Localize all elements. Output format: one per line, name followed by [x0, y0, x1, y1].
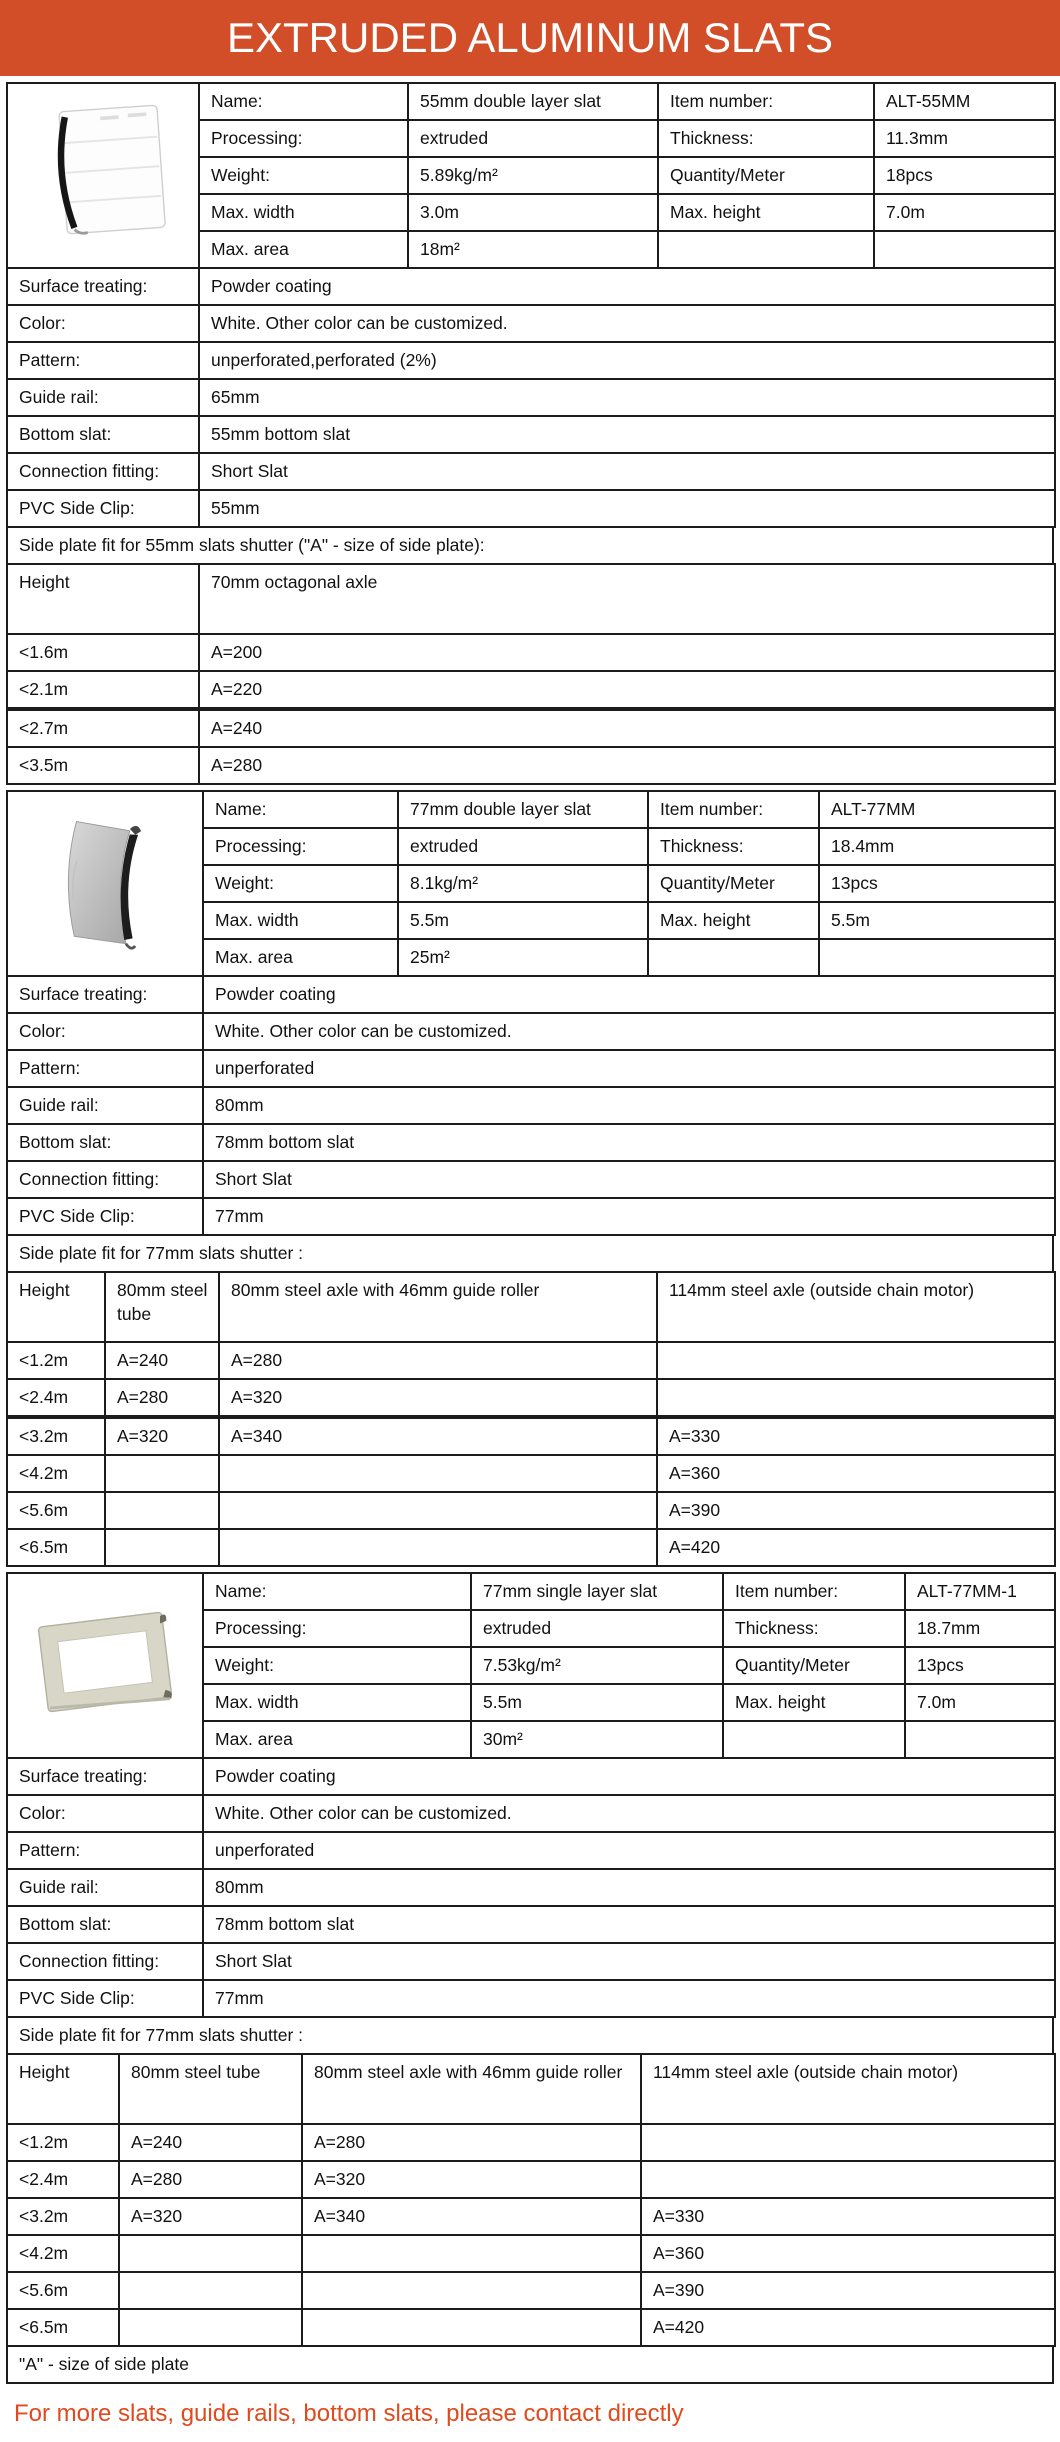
height-row [7, 1455, 1055, 1492]
height-row [7, 1379, 1055, 1417]
height-cell: A=240 [119, 2124, 302, 2161]
spec-label: Processing: [199, 120, 408, 157]
height-cell: <2.1m [7, 671, 199, 709]
height-cell: <3.5m [7, 747, 199, 784]
height-cell [119, 2272, 302, 2309]
spec-value: 5.89kg/m² [408, 157, 658, 194]
spec-value: 18.7mm [905, 1610, 1055, 1647]
detail-label: PVC Side Clip: [7, 1980, 203, 2017]
height-cell [119, 2309, 302, 2346]
spec-table [6, 1572, 1056, 1759]
product-photo-77mm-single-layer-slat [17, 1587, 193, 1737]
detail-value: 55mm bottom slat [199, 416, 1055, 453]
height-header: 114mm steel axle (outside chain motor) [641, 2054, 1055, 2124]
height-cell [105, 1455, 219, 1492]
spec-label [723, 1721, 905, 1758]
height-cell [219, 1492, 657, 1529]
height-cell: <6.5m [7, 1529, 105, 1566]
height-cell: A=240 [105, 1342, 219, 1379]
product-section-77mm-single-layer [6, 1572, 1054, 2384]
height-cell: A=320 [302, 2161, 641, 2198]
side-plate-title: Side plate fit for 55mm slats shutter ("A" - size of side plate): [7, 527, 1053, 564]
spec-value: extruded [408, 120, 658, 157]
spec-label: Quantity/Meter [723, 1647, 905, 1684]
spec-value: 77mm single layer slat [471, 1573, 723, 1610]
height-cell: <4.2m [7, 2235, 119, 2272]
product-section-77mm-double-layer [6, 790, 1054, 1567]
page-title: EXTRUDED ALUMINUM SLATS [227, 14, 833, 61]
spec-label: Weight: [203, 865, 398, 902]
spec-value [905, 1721, 1055, 1758]
detail-table [6, 975, 1056, 1236]
spec-value: 13pcs [905, 1647, 1055, 1684]
detail-label: Bottom slat: [7, 416, 199, 453]
detail-value: White. Other color can be customized. [203, 1013, 1055, 1050]
height-cell: A=200 [199, 634, 1055, 671]
height-row [7, 2235, 1055, 2272]
detail-row [7, 1906, 1055, 1943]
spec-label [658, 231, 874, 268]
detail-row [7, 1087, 1055, 1124]
spec-table [6, 790, 1056, 977]
detail-table [6, 1757, 1056, 2018]
spec-label: Max. width [203, 902, 398, 939]
height-row [7, 1417, 1055, 1455]
spec-value: extruded [471, 1610, 723, 1647]
detail-row [7, 1832, 1055, 1869]
side-plate-title-row [7, 1235, 1053, 1272]
detail-label: Pattern: [7, 1050, 203, 1087]
height-cell: A=330 [657, 1417, 1055, 1455]
height-cell: A=420 [641, 2309, 1055, 2346]
spec-value [874, 231, 1055, 268]
detail-row [7, 1943, 1055, 1980]
height-row [7, 2309, 1055, 2346]
height-header-row [7, 2054, 1055, 2124]
height-row [7, 1342, 1055, 1379]
height-cell [219, 1455, 657, 1492]
detail-row [7, 1795, 1055, 1832]
height-table-footer [6, 2345, 1054, 2384]
contact-note: For more slats, guide rails, bottom slats, please contact directly [14, 2400, 684, 2427]
height-cell: <2.4m [7, 1379, 105, 1417]
height-cell: A=280 [219, 1342, 657, 1379]
detail-row [7, 1161, 1055, 1198]
spec-label: Quantity/Meter [648, 865, 819, 902]
detail-label: Pattern: [7, 342, 199, 379]
height-cell: <2.7m [7, 709, 199, 747]
detail-label: Bottom slat: [7, 1124, 203, 1161]
spec-value: 30m² [471, 1721, 723, 1758]
detail-label: Color: [7, 1013, 203, 1050]
spec-label: Processing: [203, 1610, 471, 1647]
height-cell: A=390 [657, 1492, 1055, 1529]
height-row [7, 747, 1055, 784]
detail-label: Color: [7, 305, 199, 342]
spec-label: Thickness: [648, 828, 819, 865]
detail-value: 80mm [203, 1087, 1055, 1124]
height-row [7, 709, 1055, 747]
spec-label: Max. width [203, 1684, 471, 1721]
detail-row [7, 976, 1055, 1013]
height-cell: A=280 [105, 1379, 219, 1417]
height-cell: A=360 [641, 2235, 1055, 2272]
spec-value: 7.0m [905, 1684, 1055, 1721]
detail-value: 78mm bottom slat [203, 1124, 1055, 1161]
detail-label: Surface treating: [7, 1758, 203, 1795]
height-cell: A=240 [199, 709, 1055, 747]
detail-row [7, 305, 1055, 342]
product-photo-cell [7, 1573, 203, 1758]
height-cell [302, 2235, 641, 2272]
spec-label: Thickness: [723, 1610, 905, 1647]
product-photo-cell [7, 791, 203, 976]
height-cell [641, 2124, 1055, 2161]
spec-value: extruded [398, 828, 648, 865]
height-header: Height [7, 2054, 119, 2124]
detail-value: unperforated [203, 1050, 1055, 1087]
spec-label: Name: [203, 1573, 471, 1610]
spec-label: Max. area [203, 939, 398, 976]
side-plate-title-table [6, 2016, 1054, 2055]
spec-row [7, 1573, 1055, 1610]
side-plate-title: Side plate fit for 77mm slats shutter : [7, 1235, 1053, 1272]
detail-row [7, 379, 1055, 416]
detail-value: 77mm [203, 1980, 1055, 2017]
height-cell [119, 2235, 302, 2272]
detail-value: Powder coating [203, 976, 1055, 1013]
side-plate-title-table [6, 526, 1054, 565]
detail-value: White. Other color can be customized. [199, 305, 1055, 342]
detail-label: Connection fitting: [7, 453, 199, 490]
detail-value: 55mm [199, 490, 1055, 527]
detail-table [6, 267, 1056, 528]
height-row [7, 2161, 1055, 2198]
spec-value: 11.3mm [874, 120, 1055, 157]
detail-value: Short Slat [199, 453, 1055, 490]
detail-value: unperforated [203, 1832, 1055, 1869]
height-cell: A=340 [219, 1417, 657, 1455]
detail-value: Short Slat [203, 1943, 1055, 1980]
detail-row [7, 1869, 1055, 1906]
side-plate-title-table [6, 1234, 1054, 1273]
detail-label: Guide rail: [7, 1087, 203, 1124]
height-cell: A=390 [641, 2272, 1055, 2309]
spec-label [648, 939, 819, 976]
spec-label: Max. width [199, 194, 408, 231]
detail-row [7, 268, 1055, 305]
detail-row [7, 342, 1055, 379]
detail-label: Pattern: [7, 1832, 203, 1869]
product-section-55mm-double-layer [6, 82, 1054, 785]
detail-label: PVC Side Clip: [7, 1198, 203, 1235]
spec-label: Quantity/Meter [658, 157, 874, 194]
detail-row [7, 490, 1055, 527]
height-cell [302, 2272, 641, 2309]
side-plate-title-row [7, 527, 1053, 564]
height-header: Height [7, 1272, 105, 1342]
side-plate-note: "A" - size of side plate [7, 2346, 1053, 2383]
spec-label: Thickness: [658, 120, 874, 157]
spec-label: Max. height [723, 1684, 905, 1721]
height-cell: <2.4m [7, 2161, 119, 2198]
height-row [7, 634, 1055, 671]
spec-label: Max. area [203, 1721, 471, 1758]
height-table [6, 1271, 1056, 1567]
spec-value: 5.5m [398, 902, 648, 939]
spec-row [7, 83, 1055, 120]
height-cell [105, 1492, 219, 1529]
detail-row [7, 1050, 1055, 1087]
height-cell: <1.2m [7, 1342, 105, 1379]
spec-value: 25m² [398, 939, 648, 976]
spec-label: Name: [203, 791, 398, 828]
detail-label: PVC Side Clip: [7, 490, 199, 527]
detail-label: Guide rail: [7, 1869, 203, 1906]
height-header: 80mm steel axle with 46mm guide roller [302, 2054, 641, 2124]
detail-row [7, 1198, 1055, 1235]
spec-label: Weight: [203, 1647, 471, 1684]
detail-value: Powder coating [199, 268, 1055, 305]
height-cell: A=320 [105, 1417, 219, 1455]
spec-value: 13pcs [819, 865, 1055, 902]
detail-row [7, 1980, 1055, 2017]
height-cell: A=420 [657, 1529, 1055, 1566]
detail-label: Color: [7, 1795, 203, 1832]
spec-label: Item number: [723, 1573, 905, 1610]
height-row [7, 2124, 1055, 2161]
height-cell: A=340 [302, 2198, 641, 2235]
height-header: Height [7, 564, 199, 634]
height-row [7, 2198, 1055, 2235]
height-cell: A=320 [119, 2198, 302, 2235]
height-header-row [7, 564, 1055, 634]
spec-value: ALT-77MM-1 [905, 1573, 1055, 1610]
spec-value: 77mm double layer slat [398, 791, 648, 828]
height-cell: <3.2m [7, 1417, 105, 1455]
side-plate-title-row [7, 2017, 1053, 2054]
detail-label: Connection fitting: [7, 1943, 203, 1980]
spec-value: 18.4mm [819, 828, 1055, 865]
detail-row [7, 453, 1055, 490]
spec-value: 5.5m [819, 902, 1055, 939]
spec-value: 8.1kg/m² [398, 865, 648, 902]
height-row [7, 1529, 1055, 1566]
spec-value [819, 939, 1055, 976]
spec-label: Name: [199, 83, 408, 120]
detail-row [7, 1013, 1055, 1050]
detail-row [7, 416, 1055, 453]
height-header: 80mm steel axle with 46mm guide roller [219, 1272, 657, 1342]
spec-value: 7.0m [874, 194, 1055, 231]
height-cell [219, 1529, 657, 1566]
product-photo-77mm-double-layer-slat [17, 805, 193, 955]
height-cell [302, 2309, 641, 2346]
height-cell: A=280 [199, 747, 1055, 784]
spec-label: Max. area [199, 231, 408, 268]
detail-value: 78mm bottom slat [203, 1906, 1055, 1943]
product-photo-cell [7, 83, 199, 268]
height-cell [657, 1342, 1055, 1379]
spec-value: 18m² [408, 231, 658, 268]
spec-label: Max. height [648, 902, 819, 939]
detail-row [7, 1758, 1055, 1795]
height-cell: A=320 [219, 1379, 657, 1417]
detail-value: 77mm [203, 1198, 1055, 1235]
height-header: 70mm octagonal axle [199, 564, 1055, 634]
spec-label: Weight: [199, 157, 408, 194]
detail-value: 80mm [203, 1869, 1055, 1906]
height-cell [641, 2161, 1055, 2198]
spec-label: Max. height [658, 194, 874, 231]
detail-value: Short Slat [203, 1161, 1055, 1198]
spec-value: 5.5m [471, 1684, 723, 1721]
spec-value: 18pcs [874, 157, 1055, 194]
detail-row [7, 1124, 1055, 1161]
spec-value: 55mm double layer slat [408, 83, 658, 120]
spec-row [7, 791, 1055, 828]
spec-label: Item number: [658, 83, 874, 120]
detail-value: unperforated,perforated (2%) [199, 342, 1055, 379]
height-header-row [7, 1272, 1055, 1342]
height-cell: <6.5m [7, 2309, 119, 2346]
height-cell: <1.2m [7, 2124, 119, 2161]
detail-label: Surface treating: [7, 976, 203, 1013]
detail-value: White. Other color can be customized. [203, 1795, 1055, 1832]
title-banner [0, 0, 1060, 76]
spec-label: Item number: [648, 791, 819, 828]
product-photo-55mm-double-layer-slat [15, 97, 191, 247]
height-footer-row [7, 2346, 1053, 2383]
height-cell [657, 1379, 1055, 1417]
spec-value: ALT-55MM [874, 83, 1055, 120]
height-cell: A=330 [641, 2198, 1055, 2235]
height-header: 80mm steel tube [119, 2054, 302, 2124]
height-cell: <5.6m [7, 2272, 119, 2309]
height-cell: A=360 [657, 1455, 1055, 1492]
detail-label: Connection fitting: [7, 1161, 203, 1198]
height-cell: A=280 [119, 2161, 302, 2198]
height-row [7, 1492, 1055, 1529]
spec-sheet [6, 82, 1054, 2428]
side-plate-title: Side plate fit for 77mm slats shutter : [7, 2017, 1053, 2054]
detail-value: 65mm [199, 379, 1055, 416]
height-row [7, 671, 1055, 709]
detail-label: Surface treating: [7, 268, 199, 305]
height-row [7, 2272, 1055, 2309]
detail-label: Guide rail: [7, 379, 199, 416]
height-cell: <3.2m [7, 2198, 119, 2235]
spec-value: 7.53kg/m² [471, 1647, 723, 1684]
detail-label: Bottom slat: [7, 1906, 203, 1943]
height-cell: <1.6m [7, 634, 199, 671]
height-cell: <5.6m [7, 1492, 105, 1529]
height-cell: <4.2m [7, 1455, 105, 1492]
height-table [6, 2053, 1056, 2347]
detail-value: Powder coating [203, 1758, 1055, 1795]
spec-value: 3.0m [408, 194, 658, 231]
height-table [6, 563, 1056, 785]
height-header: 80mm steel tube [105, 1272, 219, 1342]
spec-value: ALT-77MM [819, 791, 1055, 828]
height-header: 114mm steel axle (outside chain motor) [657, 1272, 1055, 1342]
spec-label: Processing: [203, 828, 398, 865]
height-cell: A=220 [199, 671, 1055, 709]
height-cell: A=280 [302, 2124, 641, 2161]
spec-table [6, 82, 1056, 269]
height-cell [105, 1529, 219, 1566]
